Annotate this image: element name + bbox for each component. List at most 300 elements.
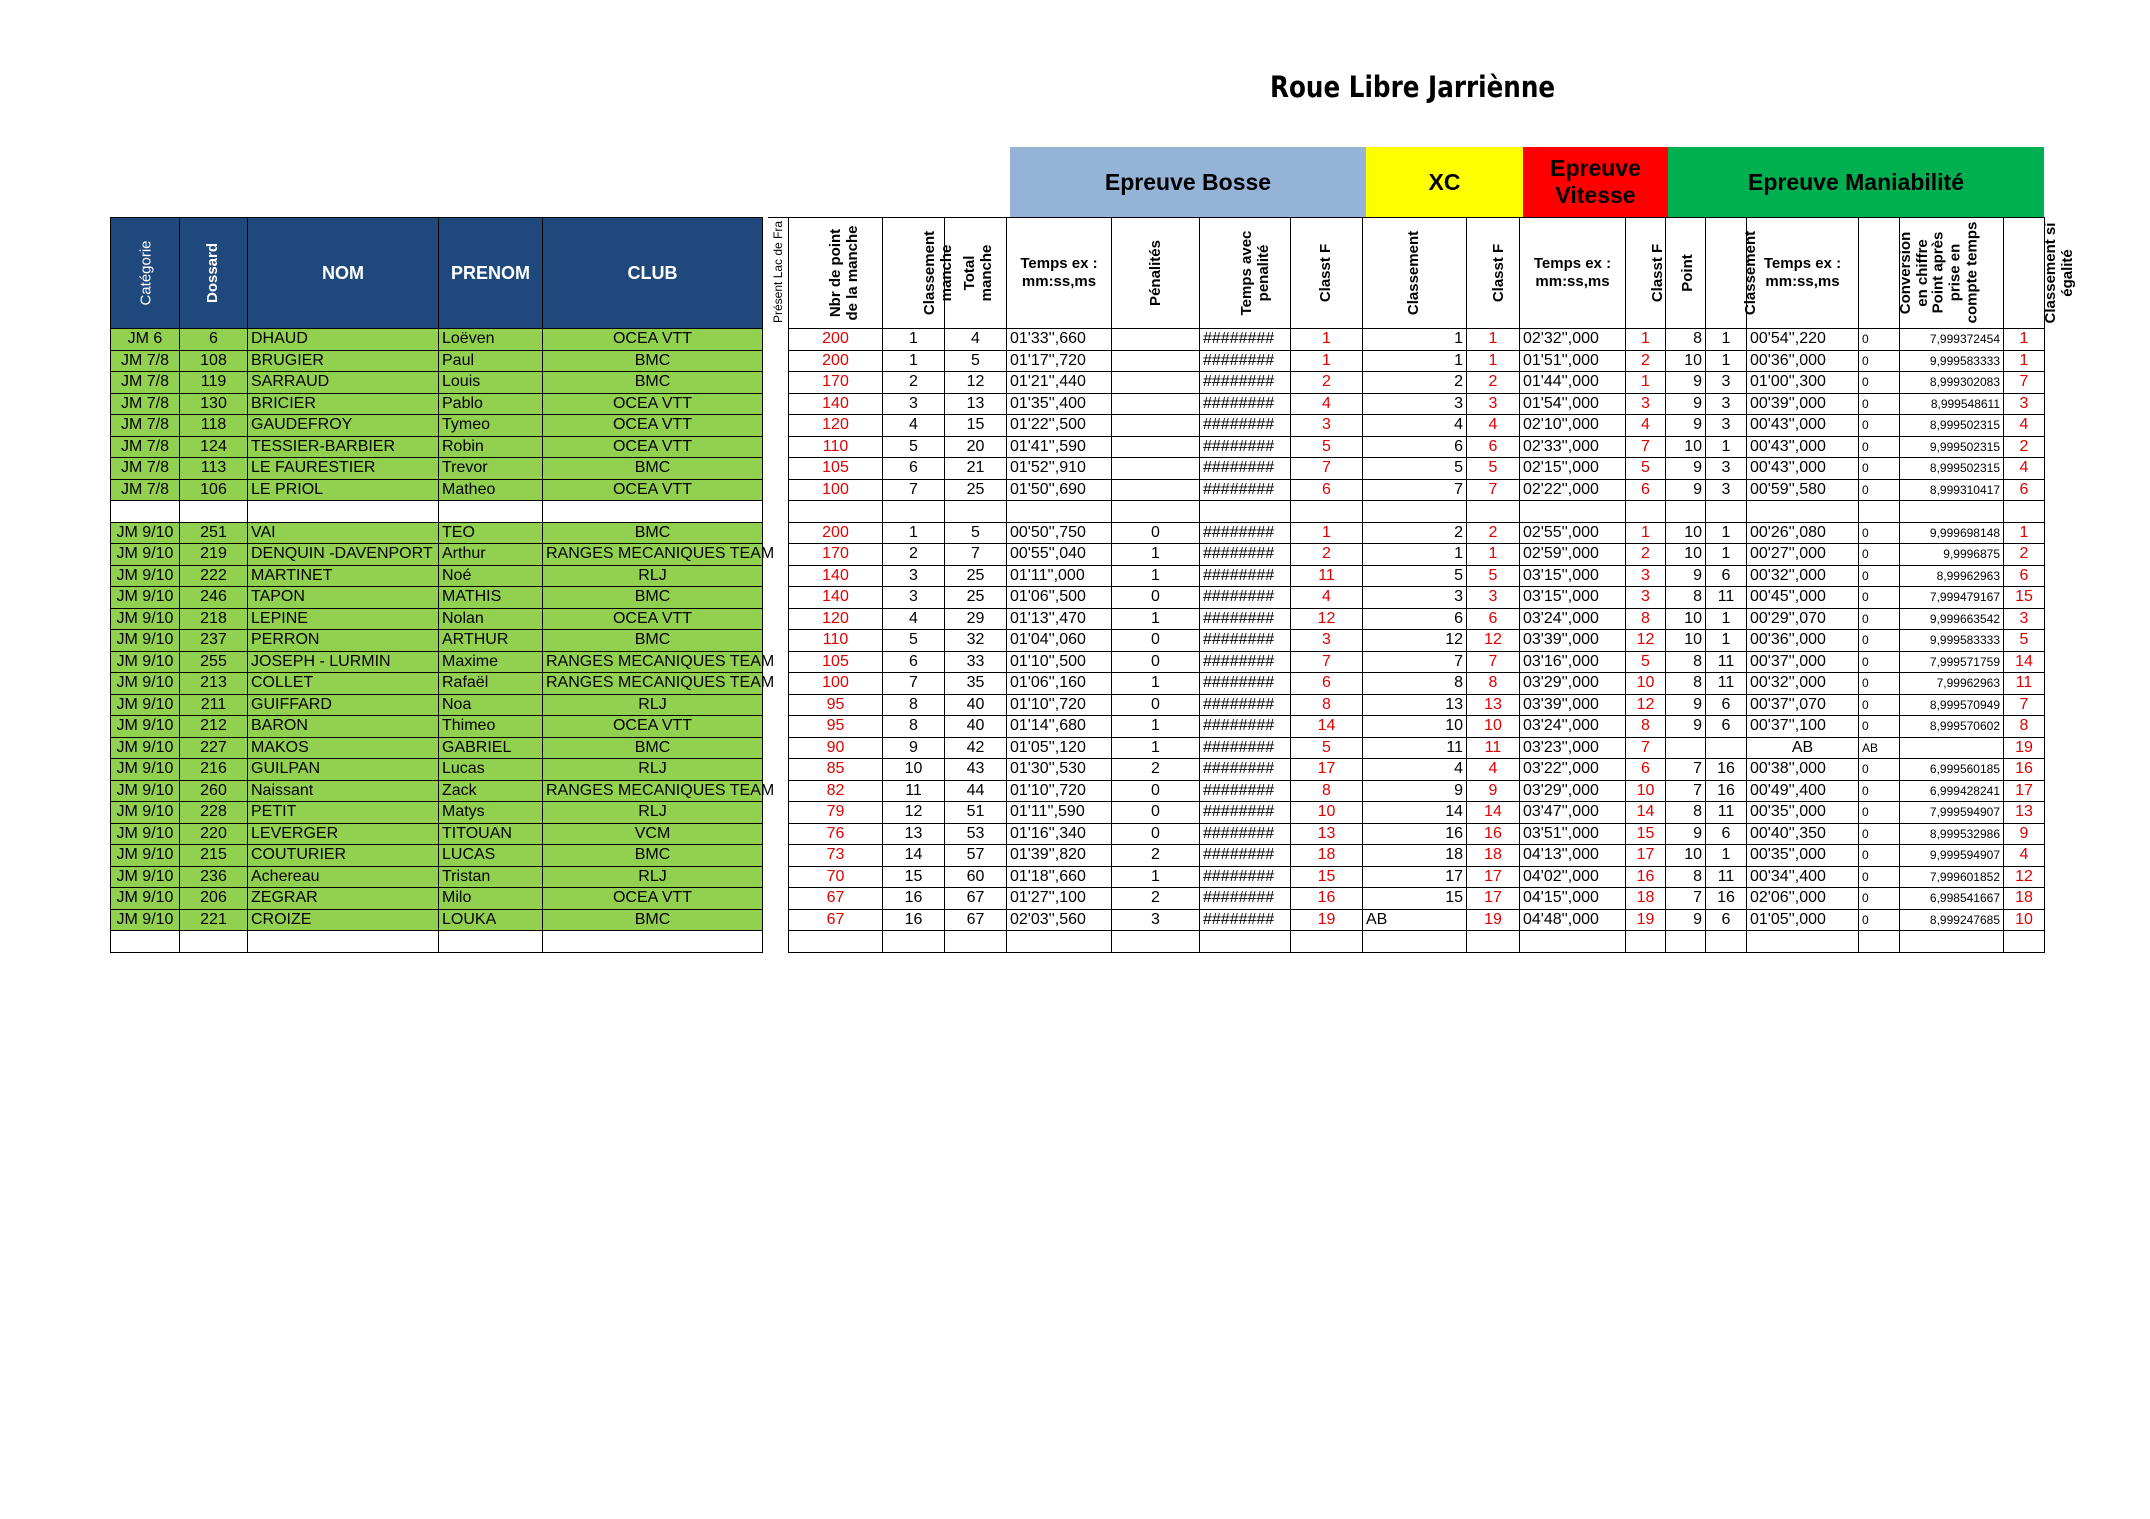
cell-classement-egalite: 7	[2004, 372, 2045, 394]
cell-prenom: TITOUAN	[439, 823, 543, 845]
cell-penalites: 1	[1112, 737, 1200, 759]
cell-classt-f-xc: 1	[1467, 350, 1520, 372]
header-classement-mania: Classement	[1706, 218, 1747, 329]
cell-dossard: 118	[180, 415, 248, 437]
cell-prenom: Loëven	[439, 329, 543, 351]
cell-classement-egalite: 1	[2004, 350, 2045, 372]
cell-classement-manche: 4	[883, 415, 945, 437]
cell-categorie: JM 7/8	[111, 415, 180, 437]
cell-point-apres: 8,999247685	[1900, 909, 2004, 931]
header-classement-xc: Classement	[1363, 218, 1467, 329]
cell-classt-f-xc: 12	[1467, 630, 1520, 652]
cell-categorie: JM 6	[111, 329, 180, 351]
cell-conversion: 0	[1859, 651, 1900, 673]
cell-classement-manche: 1	[883, 522, 945, 544]
cell-classement-xc: 18	[1363, 845, 1467, 867]
cell-categorie: JM 9/10	[111, 630, 180, 652]
cell-total-manche: 43	[945, 759, 1007, 781]
cell-classement-manche	[883, 501, 945, 523]
cell-penalites: 1	[1112, 673, 1200, 695]
cell-temps-mania: 00'35'',000	[1747, 845, 1859, 867]
cell-conversion: 0	[1859, 479, 1900, 501]
cell-classement-manche: 16	[883, 909, 945, 931]
header-conversion: Conversion en chiffre	[1859, 218, 1900, 329]
cell-conversion: 0	[1859, 845, 1900, 867]
table-row	[111, 372, 763, 394]
riders-table	[110, 217, 775, 953]
cell-total-manche: 12	[945, 372, 1007, 394]
cell-prenom	[439, 931, 543, 953]
cell-club: BMC	[543, 372, 763, 394]
table-row	[789, 372, 2045, 394]
cell-prenom: Trevor	[439, 458, 543, 480]
cell-temps-vitesse: 02'32'',000	[1520, 329, 1626, 351]
cell-temps-mania: 00'26'',080	[1747, 522, 1859, 544]
table-row	[789, 630, 2045, 652]
table-row	[789, 759, 2045, 781]
cell-classement-mania: 3	[1706, 479, 1747, 501]
cell-temps-vitesse: 03'39'',000	[1520, 630, 1626, 652]
cell-categorie: JM 9/10	[111, 608, 180, 630]
cell-temps-vitesse: 02'15'',000	[1520, 458, 1626, 480]
cell-conversion: 0	[1859, 823, 1900, 845]
cell-classement-manche: 3	[883, 565, 945, 587]
cell-classt-f-xc: 5	[1467, 565, 1520, 587]
table-row	[789, 694, 2045, 716]
cell-conversion: 0	[1859, 436, 1900, 458]
cell-classt-f-bosse: 6	[1291, 479, 1363, 501]
cell-classement-manche: 14	[883, 845, 945, 867]
table-row	[789, 522, 2045, 544]
cell-classement-xc: 14	[1363, 802, 1467, 824]
cell-point: 7	[1666, 780, 1706, 802]
cell-total-manche: 25	[945, 587, 1007, 609]
cell-temps-bosse: 01'06'',500	[1007, 587, 1112, 609]
table-row	[789, 909, 2045, 931]
cell-temps-vitesse: 04'02'',000	[1520, 866, 1626, 888]
cell-classt-f-vitesse	[1626, 501, 1666, 523]
cell-classement-egalite: 13	[2004, 802, 2045, 824]
cell-nom: GAUDEFROY	[248, 415, 439, 437]
cell-prenom: Maxime	[439, 651, 543, 673]
cell-classt-f-vitesse: 19	[1626, 909, 1666, 931]
cell-penalites	[1112, 350, 1200, 372]
cell-club: RANGES MECANIQUES TEAM	[543, 651, 763, 673]
table-row	[789, 329, 2045, 351]
cell-classt-f-bosse: 5	[1291, 436, 1363, 458]
header-dossard: Dossard	[180, 218, 248, 329]
cell-categorie: JM 7/8	[111, 350, 180, 372]
cell-nbr-point: 170	[789, 544, 883, 566]
cell-categorie: JM 7/8	[111, 393, 180, 415]
cell-classement-manche: 1	[883, 350, 945, 372]
cell-classement-mania: 16	[1706, 759, 1747, 781]
cell-nbr-point	[789, 931, 883, 953]
cell-total-manche: 25	[945, 479, 1007, 501]
cell-classement-manche: 6	[883, 458, 945, 480]
cell-temps-bosse	[1007, 501, 1112, 523]
cell-conversion: 0	[1859, 608, 1900, 630]
cell-classement-manche: 1	[883, 329, 945, 351]
table-row	[111, 501, 763, 523]
cell-classt-f-xc	[1467, 501, 1520, 523]
cell-point: 9	[1666, 479, 1706, 501]
cell-temps-vitesse: 01'44'',000	[1520, 372, 1626, 394]
cell-classt-f-vitesse: 5	[1626, 651, 1666, 673]
cell-dossard	[180, 931, 248, 953]
cell-total-manche	[945, 501, 1007, 523]
cell-club: OCEA VTT	[543, 415, 763, 437]
cell-penalites: 2	[1112, 888, 1200, 910]
cell-nom: ZEGRAR	[248, 888, 439, 910]
cell-temps-mania: 01'05'',000	[1747, 909, 1859, 931]
cell-total-manche: 57	[945, 845, 1007, 867]
cell-classt-f-bosse: 17	[1291, 759, 1363, 781]
cell-classt-f-xc: 1	[1467, 544, 1520, 566]
cell-prenom: TEO	[439, 522, 543, 544]
cell-point-apres: 8,999548611	[1900, 393, 2004, 415]
cell-classement-xc: 1	[1363, 350, 1467, 372]
table-row	[789, 716, 2045, 738]
cell-classement-egalite: 1	[2004, 329, 2045, 351]
cell-temps-penalite: ########	[1200, 372, 1291, 394]
cell-nbr-point: 73	[789, 845, 883, 867]
cell-total-manche: 15	[945, 415, 1007, 437]
cell-classement-xc: 12	[1363, 630, 1467, 652]
cell-nom: TESSIER-BARBIER	[248, 436, 439, 458]
cell-classt-f-bosse: 12	[1291, 608, 1363, 630]
table-row	[111, 845, 763, 867]
cell-total-manche: 29	[945, 608, 1007, 630]
cell-point-apres: 9,999502315	[1900, 436, 2004, 458]
cell-classt-f-xc: 18	[1467, 845, 1520, 867]
cell-classt-f-xc: 19	[1467, 909, 1520, 931]
cell-prenom: MATHIS	[439, 587, 543, 609]
cell-categorie: JM 7/8	[111, 436, 180, 458]
cell-conversion: 0	[1859, 866, 1900, 888]
cell-temps-vitesse: 02'10'',000	[1520, 415, 1626, 437]
cell-prenom: Matys	[439, 802, 543, 824]
cell-conversion: 0	[1859, 393, 1900, 415]
cell-temps-mania: 00'40'',350	[1747, 823, 1859, 845]
cell-temps-bosse: 01'04'',060	[1007, 630, 1112, 652]
cell-temps-mania: 00'39'',000	[1747, 393, 1859, 415]
cell-classt-f-vitesse: 3	[1626, 565, 1666, 587]
cell-classt-f-vitesse: 7	[1626, 436, 1666, 458]
cell-classt-f-bosse: 14	[1291, 716, 1363, 738]
cell-temps-bosse: 01'10'',720	[1007, 694, 1112, 716]
cell-temps-bosse: 01'27'',100	[1007, 888, 1112, 910]
table-row	[789, 651, 2045, 673]
cell-classement-mania: 6	[1706, 565, 1747, 587]
table-row	[789, 608, 2045, 630]
cell-temps-vitesse: 03'51'',000	[1520, 823, 1626, 845]
table-row	[111, 522, 763, 544]
cell-classement-egalite: 2	[2004, 544, 2045, 566]
cell-temps-vitesse: 02'55'',000	[1520, 522, 1626, 544]
cell-nom: PETIT	[248, 802, 439, 824]
cell-nom	[248, 501, 439, 523]
cell-dossard: 216	[180, 759, 248, 781]
cell-dossard: 218	[180, 608, 248, 630]
cell-point-apres: 6,999428241	[1900, 780, 2004, 802]
table-row	[789, 931, 2045, 953]
cell-conversion	[1859, 501, 1900, 523]
cell-dossard: 211	[180, 694, 248, 716]
cell-club: RLJ	[543, 694, 763, 716]
cell-classement-manche: 6	[883, 651, 945, 673]
cell-temps-bosse: 01'14'',680	[1007, 716, 1112, 738]
cell-temps-vitesse: 03'24'',000	[1520, 716, 1626, 738]
cell-nom: LEPINE	[248, 608, 439, 630]
cell-club: OCEA VTT	[543, 393, 763, 415]
header-categorie: Catégorie	[111, 218, 180, 329]
cell-classt-f-bosse: 19	[1291, 909, 1363, 931]
cell-total-manche: 32	[945, 630, 1007, 652]
cell-conversion: 0	[1859, 759, 1900, 781]
cell-prenom: Paul	[439, 350, 543, 372]
cell-classement-egalite: 6	[2004, 565, 2045, 587]
cell-club: RLJ	[543, 565, 763, 587]
cell-temps-bosse: 00'50'',750	[1007, 522, 1112, 544]
cell-classement-mania: 16	[1706, 780, 1747, 802]
cell-nbr-point: 170	[789, 372, 883, 394]
cell-prenom: Milo	[439, 888, 543, 910]
cell-categorie: JM 9/10	[111, 802, 180, 824]
cell-conversion: 0	[1859, 802, 1900, 824]
cell-dossard: 215	[180, 845, 248, 867]
cell-classt-f-bosse: 7	[1291, 651, 1363, 673]
cell-classement-manche: 5	[883, 436, 945, 458]
cell-temps-penalite: ########	[1200, 393, 1291, 415]
table-row	[111, 823, 763, 845]
cell-conversion: 0	[1859, 587, 1900, 609]
cell-classement-mania: 6	[1706, 694, 1747, 716]
cell-classement-egalite: 10	[2004, 909, 2045, 931]
cell-dossard: 220	[180, 823, 248, 845]
cell-penalites: 1	[1112, 716, 1200, 738]
header-club: CLUB	[543, 218, 763, 329]
cell-point: 9	[1666, 393, 1706, 415]
cell-club: BMC	[543, 737, 763, 759]
cell-nbr-point: 95	[789, 716, 883, 738]
cell-temps-mania: 00'34'',400	[1747, 866, 1859, 888]
cell-club: OCEA VTT	[543, 329, 763, 351]
cell-conversion: 0	[1859, 780, 1900, 802]
cell-classement-xc: 1	[1363, 544, 1467, 566]
cell-point: 10	[1666, 845, 1706, 867]
cell-conversion: 0	[1859, 565, 1900, 587]
cell-categorie: JM 9/10	[111, 845, 180, 867]
cell-point-apres: 9,999583333	[1900, 350, 2004, 372]
cell-temps-mania: 00'37'',100	[1747, 716, 1859, 738]
cell-nbr-point: 140	[789, 565, 883, 587]
table-row	[789, 845, 2045, 867]
cell-nom: COUTURIER	[248, 845, 439, 867]
cell-prenom: GABRIEL	[439, 737, 543, 759]
cell-point: 9	[1666, 458, 1706, 480]
cell-temps-bosse: 01'21'',440	[1007, 372, 1112, 394]
cell-classement-xc: 1	[1363, 329, 1467, 351]
cell-categorie: JM 9/10	[111, 716, 180, 738]
cell-classement-egalite	[2004, 501, 2045, 523]
cell-penalites: 0	[1112, 630, 1200, 652]
table-row	[789, 737, 2045, 759]
cell-total-manche: 25	[945, 565, 1007, 587]
cell-classement-mania: 11	[1706, 866, 1747, 888]
cell-classt-f-vitesse: 1	[1626, 372, 1666, 394]
group-header-vitesse: Epreuve Vitesse	[1523, 147, 1668, 217]
table-row	[789, 823, 2045, 845]
cell-prenom: Nolan	[439, 608, 543, 630]
table-row	[789, 888, 2045, 910]
cell-club: BMC	[543, 909, 763, 931]
cell-temps-bosse: 01'41'',590	[1007, 436, 1112, 458]
cell-temps-bosse: 01'52'',910	[1007, 458, 1112, 480]
cell-conversion: AB	[1859, 737, 1900, 759]
cell-nbr-point: 120	[789, 608, 883, 630]
cell-nbr-point: 85	[789, 759, 883, 781]
cell-temps-penalite: ########	[1200, 415, 1291, 437]
cell-point: 10	[1666, 608, 1706, 630]
cell-categorie: JM 7/8	[111, 372, 180, 394]
table-row	[111, 673, 763, 695]
cell-temps-mania	[1747, 931, 1859, 953]
cell-temps-mania: 00'43'',000	[1747, 415, 1859, 437]
cell-classt-f-vitesse	[1626, 931, 1666, 953]
cell-classt-f-vitesse: 12	[1626, 694, 1666, 716]
table-row	[111, 651, 763, 673]
cell-temps-penalite: ########	[1200, 909, 1291, 931]
cell-point-apres	[1900, 737, 2004, 759]
cell-classement-egalite: 9	[2004, 823, 2045, 845]
cell-classement-mania	[1706, 501, 1747, 523]
cell-temps-bosse: 01'10'',720	[1007, 780, 1112, 802]
cell-dossard	[180, 501, 248, 523]
table-row	[111, 780, 763, 802]
cell-categorie: JM 9/10	[111, 694, 180, 716]
cell-nbr-point: 105	[789, 458, 883, 480]
cell-temps-mania: 00'45'',000	[1747, 587, 1859, 609]
cell-prenom: Pablo	[439, 393, 543, 415]
cell-classt-f-xc: 2	[1467, 372, 1520, 394]
cell-point-apres: 9,999594907	[1900, 845, 2004, 867]
cell-classt-f-bosse: 7	[1291, 458, 1363, 480]
header-temps-bosse: Temps ex : mm:ss,ms	[1007, 218, 1112, 329]
cell-classement-xc: 7	[1363, 651, 1467, 673]
cell-penalites: 0	[1112, 780, 1200, 802]
cell-classt-f-xc: 4	[1467, 759, 1520, 781]
table-row	[789, 565, 2045, 587]
cell-conversion: 0	[1859, 372, 1900, 394]
cell-classt-f-vitesse: 7	[1626, 737, 1666, 759]
cell-classement-manche: 3	[883, 393, 945, 415]
cell-classt-f-xc: 1	[1467, 329, 1520, 351]
cell-nom: VAI	[248, 522, 439, 544]
header-nom: NOM	[248, 218, 439, 329]
cell-temps-vitesse: 02'22'',000	[1520, 479, 1626, 501]
cell-temps-penalite: ########	[1200, 888, 1291, 910]
cell-club: RANGES MECANIQUES TEAM	[543, 673, 763, 695]
cell-classement-xc: 6	[1363, 436, 1467, 458]
cell-nbr-point: 67	[789, 909, 883, 931]
cell-classement-xc: 3	[1363, 587, 1467, 609]
cell-point-apres: 7,999571759	[1900, 651, 2004, 673]
cell-temps-vitesse	[1520, 501, 1626, 523]
cell-penalites	[1112, 436, 1200, 458]
cell-point-apres	[1900, 931, 2004, 953]
table-row	[789, 393, 2045, 415]
cell-categorie: JM 7/8	[111, 479, 180, 501]
cell-classt-f-xc: 17	[1467, 866, 1520, 888]
cell-club: BMC	[543, 458, 763, 480]
cell-classement-egalite: 8	[2004, 716, 2045, 738]
table-row	[111, 436, 763, 458]
cell-point: 10	[1666, 436, 1706, 458]
cell-temps-penalite: ########	[1200, 458, 1291, 480]
cell-temps-mania: 00'59'',580	[1747, 479, 1859, 501]
cell-temps-bosse	[1007, 931, 1112, 953]
cell-nom	[248, 931, 439, 953]
cell-classt-f-vitesse: 12	[1626, 630, 1666, 652]
cell-classement-egalite: 3	[2004, 608, 2045, 630]
cell-dossard: 113	[180, 458, 248, 480]
cell-classt-f-vitesse: 10	[1626, 673, 1666, 695]
cell-nbr-point: 140	[789, 587, 883, 609]
cell-classement-manche	[883, 931, 945, 953]
cell-temps-penalite: ########	[1200, 436, 1291, 458]
table-row	[111, 694, 763, 716]
table-row	[111, 866, 763, 888]
table-row	[789, 802, 2045, 824]
cell-temps-vitesse: 03'16'',000	[1520, 651, 1626, 673]
cell-classt-f-xc: 3	[1467, 587, 1520, 609]
cell-dossard: 236	[180, 866, 248, 888]
cell-classt-f-vitesse: 17	[1626, 845, 1666, 867]
cell-classement-egalite: 15	[2004, 587, 2045, 609]
cell-temps-bosse: 01'16'',340	[1007, 823, 1112, 845]
cell-point	[1666, 737, 1706, 759]
cell-conversion: 0	[1859, 909, 1900, 931]
cell-nom: LE FAURESTIER	[248, 458, 439, 480]
header-nbr-point: Nbr de point de la manche	[789, 218, 883, 329]
cell-temps-mania	[1747, 501, 1859, 523]
table-row	[111, 608, 763, 630]
cell-classement-mania: 1	[1706, 522, 1747, 544]
header-classement-manche: Classement manche	[883, 218, 945, 329]
cell-penalites: 0	[1112, 694, 1200, 716]
cell-point: 9	[1666, 565, 1706, 587]
cell-total-manche: 44	[945, 780, 1007, 802]
cell-categorie: JM 9/10	[111, 888, 180, 910]
cell-temps-vitesse: 01'51'',000	[1520, 350, 1626, 372]
header-point-apres: Point après prise en compte temps	[1900, 218, 2004, 329]
cell-temps-bosse: 01'06'',160	[1007, 673, 1112, 695]
header-classt-f-xc: Classt F	[1467, 218, 1520, 329]
cell-classt-f-vitesse: 1	[1626, 522, 1666, 544]
cell-nom: MAKOS	[248, 737, 439, 759]
table-row	[111, 716, 763, 738]
cell-penalites: 0	[1112, 587, 1200, 609]
cell-temps-penalite: ########	[1200, 694, 1291, 716]
cell-classement-mania: 6	[1706, 716, 1747, 738]
cell-point: 8	[1666, 866, 1706, 888]
cell-temps-penalite: ########	[1200, 608, 1291, 630]
cell-classt-f-vitesse: 8	[1626, 716, 1666, 738]
table-row	[789, 436, 2045, 458]
cell-dossard: 221	[180, 909, 248, 931]
cell-classement-egalite: 5	[2004, 630, 2045, 652]
